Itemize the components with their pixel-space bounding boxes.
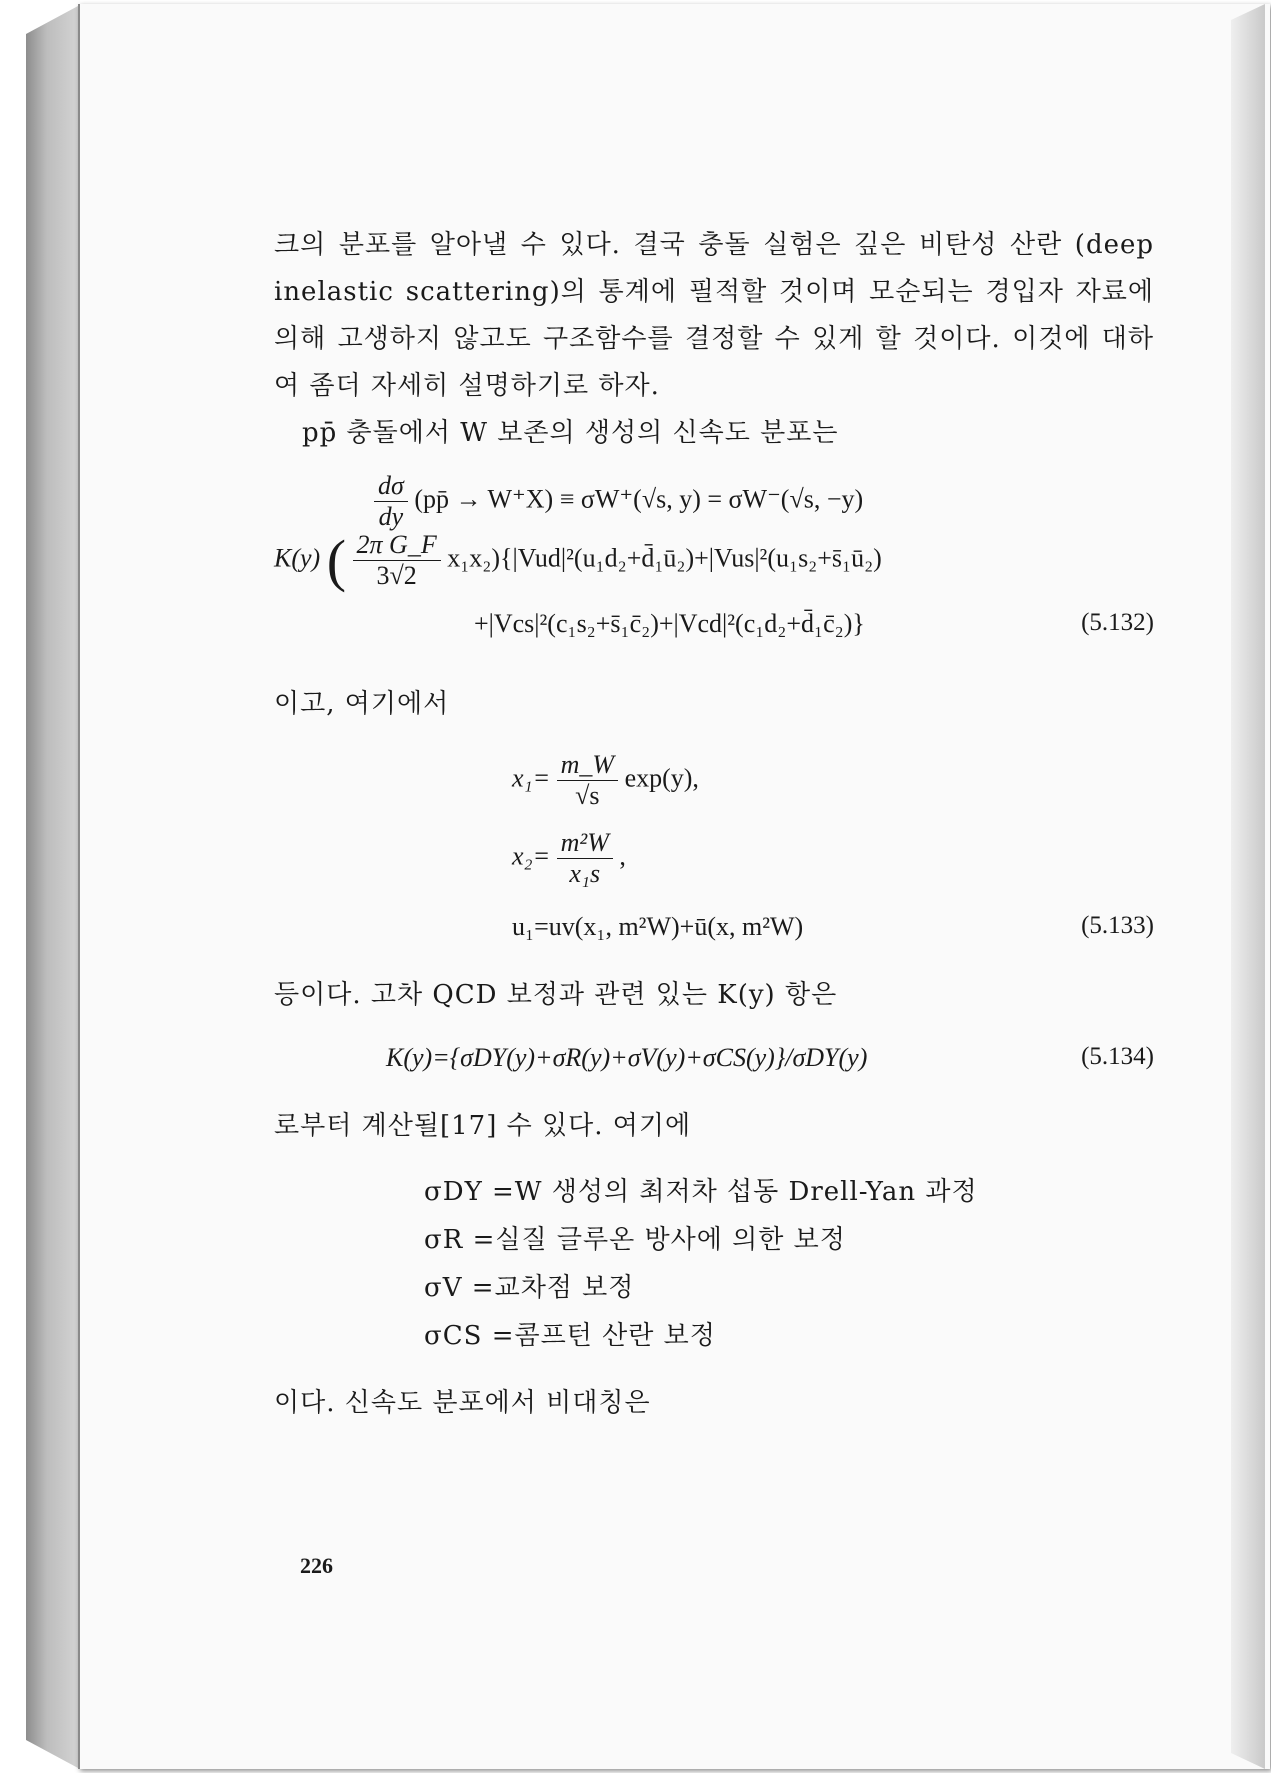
paragraph-computed: 로부터 계산될[17] 수 있다. 여기에 [274, 1111, 692, 1141]
paragraph-intro: 크의 분포를 알아낼 수 있다. 결국 충돌 실험은 깊은 비탄성 산란 (deep inelastic scattering)의 통계에 필적할 것이며 모순되는 경입자 자료에 의해 고생하지 않고도 구조함수를 결정할 수 있게 할 것이다. 이것에 대하여 좀더 자세히 설명하기로 하자. [274, 230, 1154, 401]
page-number: 226 [300, 1553, 333, 1578]
definition-item: σR =실질 글루온 방사에 의한 보정 [424, 1225, 846, 1255]
definition-item: σDY =W 생성의 최저차 섭동 Drell-Yan 과정 [424, 1177, 978, 1207]
eq133-u1: u₁=uv(x₁, m²W)+ū(x, m²W) [512, 912, 804, 941]
definition-item: σCS =콤프턴 산란 보정 [424, 1321, 716, 1351]
definitions-list [424, 1168, 1154, 1360]
book-spine [26, 6, 78, 1768]
eq133-x1: x₁= $\frac{m\_W}{√s}$ exp(y), [512, 750, 699, 810]
eq132-line1: $\frac{d\sigma}{dy}$ (pp̄ → W⁺X) ≡ σW⁺(√s, y) = σW⁻(√s, −y) [374, 471, 863, 532]
equation-number: (5.134) [1081, 1043, 1154, 1070]
paragraph-asymmetry: 이다. 신속도 분포에서 비대칭은 [274, 1388, 651, 1418]
paragraph-qcd: 등이다. 고차 QCD 보정과 관련 있는 K(y) 항은 [274, 980, 838, 1010]
eq132-line3: +|Vcs|²(c₁s₂+s̄₁c̄₂)+|Vcd|²(c₁d₂+d̄₁c̄₂)} [474, 609, 865, 638]
eq133-x2: x₂= $\frac{\text{m²W}}{\text{x₁s}}$ , [512, 828, 626, 888]
paragraph-rapidity-intro: pp̄ 충돌에서 W 보존의 생성의 신속도 분포는 [302, 418, 839, 448]
eq132-line2: K(y) ( $\frac{\text{2π G\_F}}{3√2}$ x₁x₂){|Vud|²(u₁d₂+d̄₁ū₂)+|Vus|²(u₁s₂+s̄₁ū₂) [274, 528, 882, 593]
equation-number: (5.132) [1081, 609, 1154, 636]
page-content [274, 222, 1154, 1427]
definition-item: σV =교차점 보정 [424, 1273, 635, 1303]
fraction-dsigma-dy: $\frac{d\sigma}{dy}$ [374, 471, 408, 532]
equation-5-133 [274, 750, 1154, 960]
paragraph-here: 이고, 여기에서 [274, 689, 450, 719]
equation-5-132 [274, 471, 1154, 661]
page-edge [1231, 4, 1265, 1769]
fraction-gf: $\frac{\text{2π G\_F}}{3√2}$ [353, 530, 441, 591]
equation-number: (5.133) [1081, 912, 1154, 939]
equation-5-134: K(y)={σDY(y)+σR(y)+σV(y)+σCS(y)}/σDY(y) (5.134) [386, 1043, 1154, 1072]
